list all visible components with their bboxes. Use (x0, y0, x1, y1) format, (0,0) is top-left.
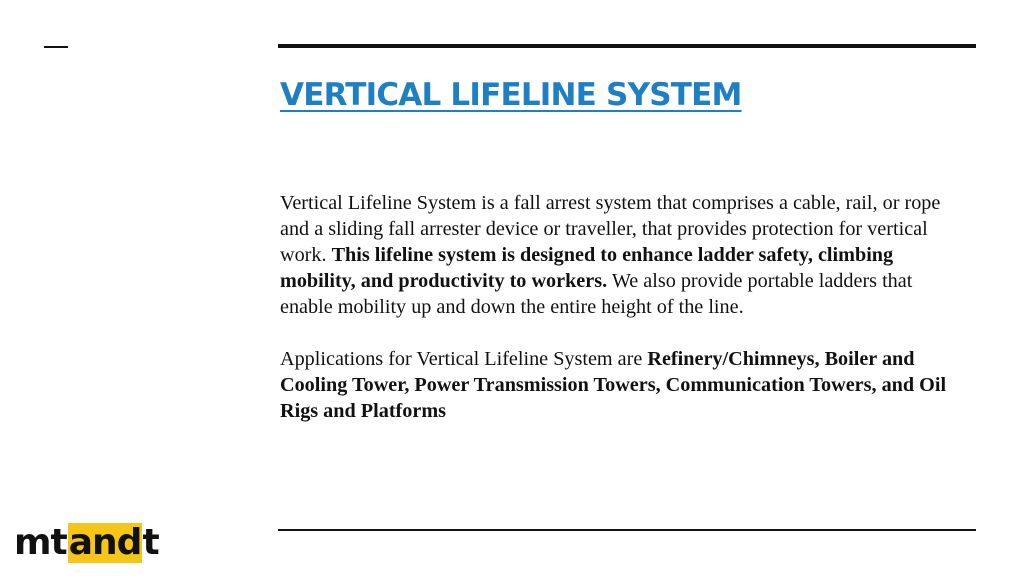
paragraph-applications (280, 346, 970, 424)
logo-part-and: and (68, 522, 142, 563)
paragraph-description (280, 190, 970, 320)
logo-part-t: t (142, 522, 159, 563)
top-rule (278, 44, 976, 48)
description-intro: Vertical Lifeline System is a fall arrest system that comprises a cable, rail, or rope and a sliding fall arrester device or traveller, that provides protection for vertical work. (280, 192, 941, 266)
description-highlight: This lifeline system is designed to enhance ladder safety, climbing mobility, and productivity to workers. (280, 244, 894, 292)
logo-part-mt: mt (14, 522, 67, 563)
slide-body (280, 190, 970, 424)
description-end: We also provide portable ladders that enable mobility up and down the entire height of the line. (280, 270, 913, 318)
applications-list: Refinery/Chimneys, Boiler and Cooling Tower, Power Transmission Towers, Communication Towers, and Oil Rigs and Platforms (280, 348, 947, 422)
corner-dash (44, 46, 68, 48)
applications-intro: Applications for Vertical Lifeline System are (280, 348, 648, 370)
mtandt-logo (14, 523, 160, 563)
slide-title: VERTICAL LIFELINE SYSTEM (280, 77, 742, 113)
bottom-rule (278, 529, 976, 531)
